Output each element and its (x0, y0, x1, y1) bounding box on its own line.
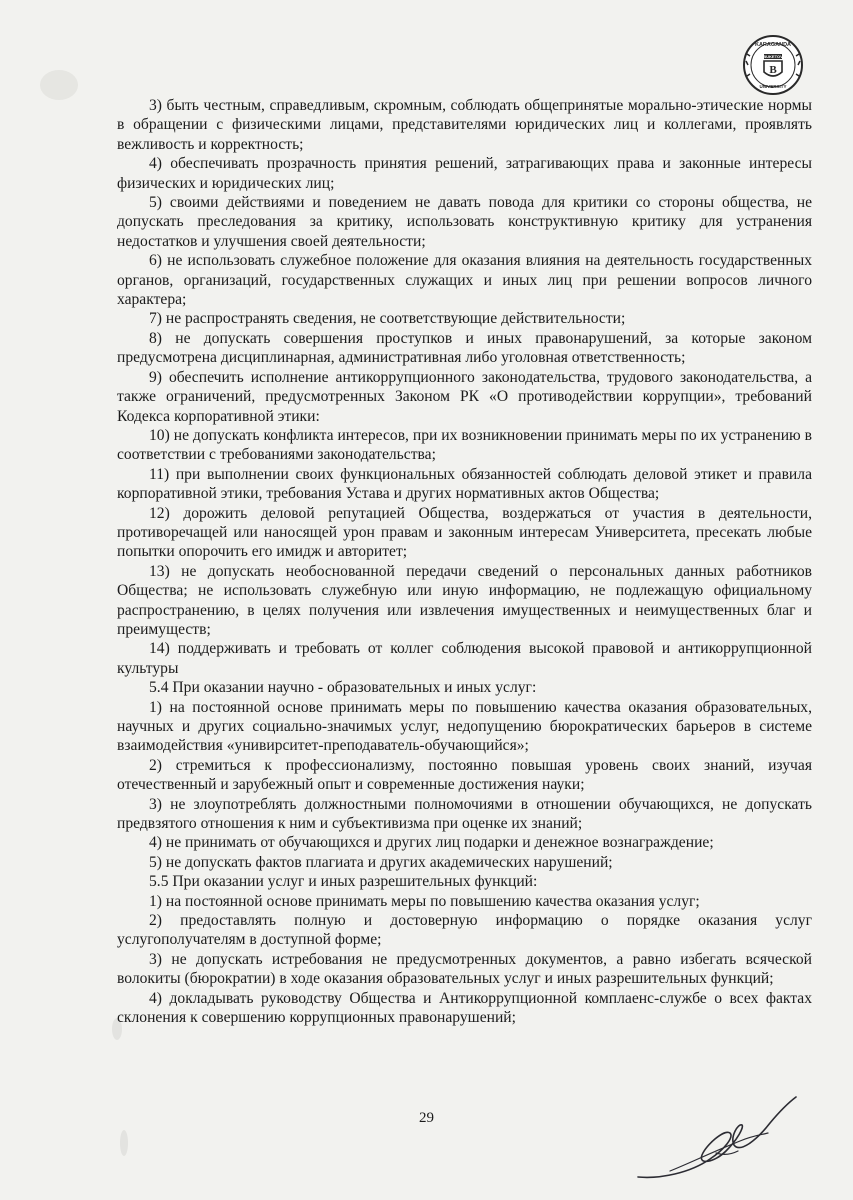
section-heading: 5.4 При оказании научно - образовательных и иных услуг: (149, 679, 537, 697)
paragraph: 4) докладывать руководству Общества и Антикоррупционной комплаенс-службе о всех фактах склонения к совершению коррупционных правонарушений; (117, 989, 812, 1027)
paragraph: 11) при выполнении своих функциональных обязанностей соблюдать деловой этикет и правила корпоративной этики, требования Устава и других нормативных актов Общества; (117, 465, 812, 503)
svg-text:KARAGANDA: KARAGANDA (754, 42, 792, 48)
paragraph: 5) не допускать фактов плагиата и других академических нарушений; (149, 853, 613, 871)
svg-text:UNIVERSITY: UNIVERSITY (759, 84, 787, 89)
handwritten-signature-icon (630, 1093, 800, 1188)
section-heading: 5.5 При оказании услуг и иных разрешительных функций: (149, 873, 538, 891)
scan-smudge (40, 70, 78, 100)
svg-text:B: B (769, 64, 777, 76)
paragraph: 1) на постоянной основе принимать меры по повышению качества оказания образовательных, научных и других социально-значимых услуг, недопущению бюрократических барьеров в системе взаимодействия «унивирситет-преподаватель-обучающийся»; (117, 698, 812, 755)
paragraph: 2) стремиться к профессионализму, постоянно повышая уровень своих знаний, изучая отечественный и зарубежный опыт и современные достижения науки; (117, 756, 812, 794)
paragraph: 12) дорожить деловой репутацией Общества, воздержаться от участия в деятельности, противоречащей или наносящей урон правам и законным интересам Университета, пресекать любые попытки опорочить его имидж и авторитет; (117, 504, 812, 561)
paragraph: 3) не допускать истребования не предусмотренных документов, а равно избегать всяческой волокиты (бюрократии) в ходе оказания образовательных услуг и иных разрешительных функций; (117, 950, 812, 988)
page-number: 29 (419, 1110, 434, 1126)
paragraph: 8) не допускать совершения проступков и иных правонарушений, за которые законом предусмотрена дисциплинарная, административная либо уголовная ответственность; (117, 329, 812, 367)
paragraph: 14) поддерживать и требовать от коллег соблюдения высокой правовой и антикоррупционной культуры (117, 640, 812, 677)
paragraph: 5) своими действиями и поведением не давать повода для критики со стороны общества, не допускать преследования за критику, использовать конструктивную критику для устранения недостатков и улучшения своей деятельности; (117, 194, 812, 250)
paragraph: 13) не допускать необоснованной передачи сведений о персональных данных работников Общества; не использовать служебную или иную информацию, не подлежащую официальному распространению, в целях получения или извлечения имущественных и неимущественных благ и преимуществ; (117, 562, 812, 638)
paragraph: 7) не распространять сведения, не соответствующие действительности; (149, 310, 626, 328)
paragraph: 3) не злоупотреблять должностными полномочиями в отношении обучающихся, не допускать предвзятого отношения к ним и субъективизма при оценке их знаний; (117, 795, 812, 833)
paragraph: 9) обеспечить исполнение антикоррупционного законодательства, трудового законодательства, а также ограничений, предусмотренных Законом РК «О противодействии коррупции», требований Кодекса корпоративной этики: (117, 368, 812, 425)
paragraph: 4) обеспечивать прозрачность принятия решений, затрагивающих права и законные интересы физических и юридических лиц; (117, 155, 812, 192)
paragraph: 1) на постоянной основе принимать меры по повышению качества оказания услуг; (149, 892, 700, 910)
paragraph: 2) предоставлять полную и достоверную информацию о порядке оказания услуг услугополучателям в доступной форме; (117, 912, 812, 949)
paragraph: 10) не допускать конфликта интересов, при их возникновении принимать меры по их устранению в соответствии с требованиями законодательства; (117, 426, 812, 464)
paragraph: 4) не принимать от обучающихся и других лиц подарки и денежное вознаграждение; (149, 834, 714, 852)
document-body (117, 96, 812, 1028)
scan-smudge (120, 1130, 128, 1156)
buketov-university-seal-icon (742, 34, 804, 96)
svg-text:BUKETOV: BUKETOV (763, 54, 783, 60)
paragraph: 3) быть честным, справедливым, скромным, соблюдать общепринятые морально-этические нормы в обращении с физическими лицами, представителями юридических лиц и коллегами, проявлять вежливость и корректность; (117, 97, 812, 153)
paragraph: 6) не использовать служебное положение для оказания влияния на деятельность государственных органов, организаций, государственных служащих и иных лиц при решении вопросов личного характера; (117, 252, 812, 309)
